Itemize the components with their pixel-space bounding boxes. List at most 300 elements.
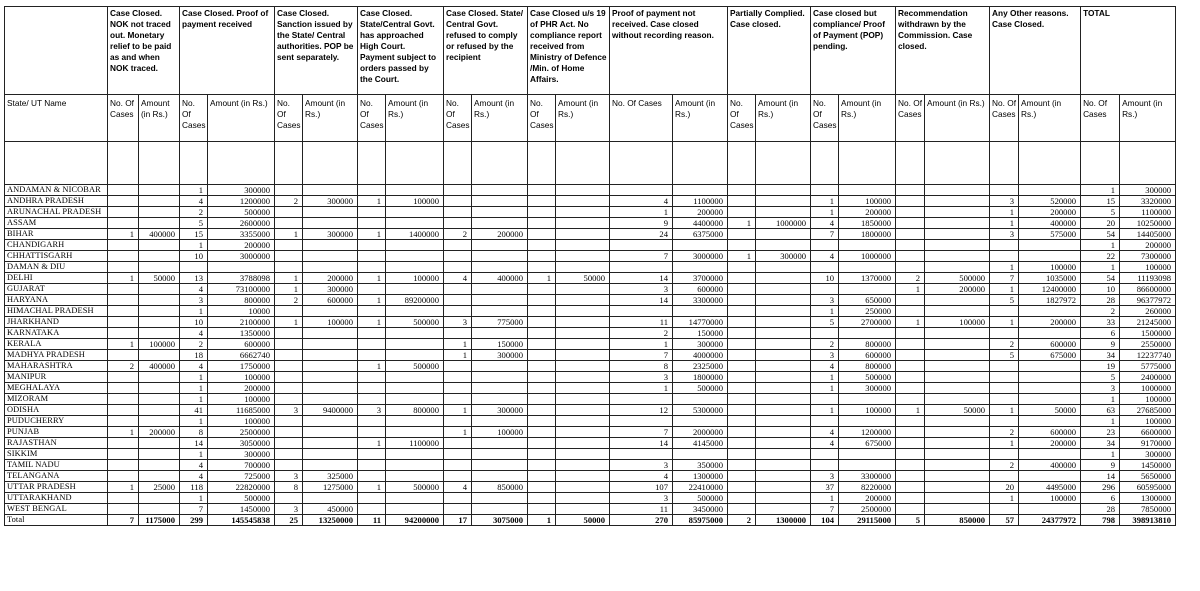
cases-cell — [528, 471, 556, 482]
cases-cell: 1 — [728, 251, 756, 262]
state-name-cell: ODISHA — [5, 405, 108, 416]
amount-cell — [925, 306, 990, 317]
amount-cell — [925, 372, 990, 383]
cases-cell — [358, 262, 386, 273]
amount-cell — [472, 394, 528, 405]
table-row — [5, 482, 1176, 493]
amount-cell: 300000 — [472, 405, 528, 416]
amount-cell — [472, 295, 528, 306]
cases-cell: 37 — [811, 482, 839, 493]
amount-cell: 3300000 — [839, 471, 896, 482]
cases-cell — [896, 240, 925, 251]
cases-cell — [358, 350, 386, 361]
amount-cell: 400000 — [1019, 460, 1081, 471]
amount-cell — [139, 207, 180, 218]
amount-cell: 500000 — [386, 482, 444, 493]
cases-cell: 1 — [108, 482, 139, 493]
cases-cell: 2 — [180, 207, 208, 218]
amount-cell: 600000 — [839, 350, 896, 361]
cases-cell — [275, 460, 303, 471]
total-row — [5, 515, 1176, 526]
cases-cell: 10 — [180, 251, 208, 262]
cases-cell — [275, 240, 303, 251]
cases-cell: 34 — [1081, 350, 1120, 361]
amount-cell: 400000 — [139, 361, 180, 372]
amount-cell: 4495000 — [1019, 482, 1081, 493]
table-row — [5, 449, 1176, 460]
cases-cell — [444, 416, 472, 427]
table-row — [5, 372, 1176, 383]
amount-cell — [925, 460, 990, 471]
amount-cell: 14770000 — [673, 317, 728, 328]
amount-cell: 1450000 — [1120, 460, 1176, 471]
cases-cell — [728, 493, 756, 504]
cases-cell: 4 — [610, 196, 673, 207]
cases-cell: 2 — [610, 328, 673, 339]
cases-cell — [728, 471, 756, 482]
cases-cell: 6 — [1081, 328, 1120, 339]
amount-cell — [673, 262, 728, 273]
cases-cell — [444, 185, 472, 196]
column-header-cases: No. Of Cases — [180, 95, 208, 142]
amount-cell — [925, 504, 990, 515]
amount-cell: 86600000 — [1120, 284, 1176, 295]
cases-cell: 4 — [811, 251, 839, 262]
amount-cell — [839, 328, 896, 339]
cases-cell: 22 — [1081, 251, 1120, 262]
cases-cell: 17 — [444, 515, 472, 526]
cases-cell: 1 — [358, 317, 386, 328]
amount-cell — [386, 284, 444, 295]
amount-cell — [1019, 185, 1081, 196]
amount-cell — [303, 306, 358, 317]
cases-cell: 4 — [180, 361, 208, 372]
amount-cell — [925, 196, 990, 207]
cases-cell: 1 — [180, 394, 208, 405]
cases-cell — [444, 394, 472, 405]
cases-cell — [444, 240, 472, 251]
blank-cell — [610, 142, 673, 185]
amount-cell: 100000 — [925, 317, 990, 328]
amount-cell — [386, 306, 444, 317]
cases-cell — [728, 185, 756, 196]
cases-cell — [811, 240, 839, 251]
cases-cell — [528, 229, 556, 240]
cases-cell — [275, 251, 303, 262]
cases-cell — [108, 416, 139, 427]
amount-cell: 2700000 — [839, 317, 896, 328]
column-header-cases: No. Of Cases — [108, 95, 139, 142]
cases-cell: 4 — [811, 438, 839, 449]
amount-cell — [756, 317, 811, 328]
cases-cell: 3 — [610, 372, 673, 383]
cases-cell: 1 — [180, 493, 208, 504]
cases-cell — [275, 262, 303, 273]
cases-cell — [108, 449, 139, 460]
amount-cell — [925, 229, 990, 240]
cases-cell: 1 — [108, 229, 139, 240]
cases-cell: 1 — [990, 405, 1019, 416]
cases-cell: 3 — [358, 405, 386, 416]
amount-cell: 500000 — [673, 493, 728, 504]
cases-cell: 1 — [1081, 394, 1120, 405]
amount-cell: 1850000 — [839, 218, 896, 229]
cases-cell — [108, 405, 139, 416]
amount-cell — [386, 262, 444, 273]
column-header-amount: Amount (in Rs.) — [925, 95, 990, 142]
amount-cell: 22410000 — [673, 482, 728, 493]
amount-cell — [386, 471, 444, 482]
cases-cell: 1 — [610, 207, 673, 218]
cases-cell: 1 — [610, 339, 673, 350]
cases-cell: 1 — [1081, 449, 1120, 460]
amount-cell — [556, 218, 610, 229]
group-header-pop-pending: Case closed but compliance/ Proof of Payment (POP) pending. — [811, 7, 896, 95]
cases-cell — [108, 185, 139, 196]
amount-cell: 60595000 — [1120, 482, 1176, 493]
table-row — [5, 339, 1176, 350]
cases-cell — [528, 262, 556, 273]
amount-cell — [673, 185, 728, 196]
amount-cell: 200000 — [208, 383, 275, 394]
amount-cell — [1019, 361, 1081, 372]
group-header-row — [5, 7, 1176, 95]
state-name-cell: ANDAMAN & NICOBAR — [5, 185, 108, 196]
cases-cell: 8 — [180, 427, 208, 438]
amount-cell — [139, 218, 180, 229]
amount-cell — [756, 427, 811, 438]
amount-cell — [303, 185, 358, 196]
state-name-cell: SIKKIM — [5, 449, 108, 460]
amount-cell — [386, 449, 444, 460]
amount-cell — [303, 262, 358, 273]
amount-cell — [303, 328, 358, 339]
cases-cell — [896, 449, 925, 460]
cases-cell: 1 — [180, 240, 208, 251]
group-header-withdrawn: Recommendation withdrawn by the Commission. Case closed. — [896, 7, 990, 95]
cases-cell — [528, 251, 556, 262]
table-row — [5, 251, 1176, 262]
amount-cell — [756, 372, 811, 383]
blank-cell — [756, 142, 811, 185]
cases-cell: 8 — [610, 361, 673, 372]
amount-cell: 200000 — [839, 207, 896, 218]
cases-cell — [610, 306, 673, 317]
state-column-spacer — [5, 7, 108, 95]
amount-cell: 21245000 — [1120, 317, 1176, 328]
table-row — [5, 460, 1176, 471]
amount-cell — [925, 482, 990, 493]
cases-cell: 14 — [610, 273, 673, 284]
amount-cell: 100000 — [208, 394, 275, 405]
amount-cell — [756, 185, 811, 196]
cases-cell: 1 — [1081, 240, 1120, 251]
state-name-cell: ANDHRA PRADESH — [5, 196, 108, 207]
amount-cell — [139, 471, 180, 482]
cases-cell — [728, 196, 756, 207]
amount-cell: 6662740 — [208, 350, 275, 361]
amount-cell: 800000 — [839, 361, 896, 372]
amount-cell — [139, 493, 180, 504]
amount-cell: 200000 — [1019, 207, 1081, 218]
table-row — [5, 273, 1176, 284]
amount-cell: 50000 — [925, 405, 990, 416]
cases-cell — [108, 306, 139, 317]
cases-cell — [896, 372, 925, 383]
cases-cell — [275, 361, 303, 372]
amount-cell: 1100000 — [1120, 207, 1176, 218]
cases-cell — [358, 328, 386, 339]
amount-cell — [556, 339, 610, 350]
amount-cell — [472, 196, 528, 207]
cases-cell: 104 — [811, 515, 839, 526]
cases-cell — [444, 262, 472, 273]
cases-cell: 2 — [811, 339, 839, 350]
amount-cell: 200000 — [139, 427, 180, 438]
group-header-other-reasons: Any Other reasons. Case Closed. — [990, 7, 1081, 95]
cases-cell — [108, 240, 139, 251]
cases-cell: 63 — [1081, 405, 1120, 416]
cases-cell — [275, 339, 303, 350]
amount-cell — [756, 262, 811, 273]
cases-cell: 1 — [275, 273, 303, 284]
amount-cell: 300000 — [472, 350, 528, 361]
amount-cell — [303, 394, 358, 405]
amount-cell: 73100000 — [208, 284, 275, 295]
amount-cell — [756, 416, 811, 427]
cases-cell — [896, 394, 925, 405]
amount-cell: 27685000 — [1120, 405, 1176, 416]
amount-cell — [303, 438, 358, 449]
cases-cell: 1 — [896, 317, 925, 328]
cases-cell: 2 — [1081, 306, 1120, 317]
amount-cell: 600000 — [1019, 427, 1081, 438]
blank-cell — [925, 142, 990, 185]
amount-cell — [673, 394, 728, 405]
amount-cell — [756, 207, 811, 218]
amount-cell: 4145000 — [673, 438, 728, 449]
cases-cell — [610, 262, 673, 273]
cases-cell — [610, 449, 673, 460]
amount-cell — [139, 251, 180, 262]
amount-cell: 7300000 — [1120, 251, 1176, 262]
cases-cell — [444, 218, 472, 229]
amount-cell: 3788098 — [208, 273, 275, 284]
amount-cell — [386, 493, 444, 504]
amount-cell — [756, 438, 811, 449]
cases-cell: 1 — [108, 427, 139, 438]
cases-cell: 7 — [610, 251, 673, 262]
cases-cell — [108, 218, 139, 229]
amount-cell: 11685000 — [208, 405, 275, 416]
amount-cell — [925, 416, 990, 427]
cases-cell: 5 — [1081, 207, 1120, 218]
cases-cell: 23 — [1081, 427, 1120, 438]
cases-cell: 1 — [275, 229, 303, 240]
cases-cell — [108, 262, 139, 273]
table-row — [5, 306, 1176, 317]
amount-cell: 100000 — [1120, 262, 1176, 273]
cases-cell: 798 — [1081, 515, 1120, 526]
amount-cell — [1019, 251, 1081, 262]
cases-cell — [728, 339, 756, 350]
amount-cell — [472, 218, 528, 229]
cases-cell — [108, 383, 139, 394]
amount-cell — [556, 449, 610, 460]
amount-cell: 3450000 — [673, 504, 728, 515]
cases-cell — [610, 416, 673, 427]
cases-cell — [811, 449, 839, 460]
cases-cell — [528, 284, 556, 295]
amount-cell — [472, 438, 528, 449]
amount-cell — [303, 416, 358, 427]
amount-cell: 150000 — [673, 328, 728, 339]
amount-cell: 3300000 — [673, 295, 728, 306]
amount-cell: 325000 — [303, 471, 358, 482]
amount-cell: 350000 — [673, 460, 728, 471]
amount-cell: 1175000 — [139, 515, 180, 526]
amount-cell — [925, 449, 990, 460]
cases-cell — [728, 504, 756, 515]
amount-cell: 2400000 — [1120, 372, 1176, 383]
amount-cell — [386, 460, 444, 471]
amount-cell: 200000 — [925, 284, 990, 295]
cases-cell — [358, 394, 386, 405]
amount-cell — [1019, 240, 1081, 251]
cases-cell: 1 — [728, 218, 756, 229]
cases-cell: 4 — [444, 482, 472, 493]
amount-cell: 775000 — [472, 317, 528, 328]
amount-cell — [556, 372, 610, 383]
cases-cell: 3 — [180, 295, 208, 306]
amount-cell — [756, 273, 811, 284]
cases-cell: 1 — [180, 306, 208, 317]
cases-cell: 118 — [180, 482, 208, 493]
column-header-amount: Amount (in Rs.) — [673, 95, 728, 142]
amount-cell: 600000 — [1019, 339, 1081, 350]
amount-cell: 1827972 — [1019, 295, 1081, 306]
amount-cell — [756, 240, 811, 251]
cases-cell — [811, 416, 839, 427]
amount-cell: 100000 — [472, 427, 528, 438]
cases-cell: 1 — [811, 383, 839, 394]
cases-cell — [990, 471, 1019, 482]
amount-cell — [925, 394, 990, 405]
amount-cell — [839, 240, 896, 251]
cases-cell — [528, 394, 556, 405]
column-header-amount: Amount (in Rs.) — [1019, 95, 1081, 142]
amount-cell — [925, 207, 990, 218]
amount-cell — [139, 317, 180, 328]
amount-cell — [556, 317, 610, 328]
cases-cell — [108, 493, 139, 504]
blank-cell — [990, 142, 1019, 185]
cases-cell — [896, 218, 925, 229]
amount-cell — [756, 284, 811, 295]
amount-cell — [556, 240, 610, 251]
amount-cell — [139, 460, 180, 471]
amount-cell — [839, 262, 896, 273]
amount-cell — [139, 240, 180, 251]
cases-cell: 4 — [180, 471, 208, 482]
blank-cell — [528, 142, 556, 185]
amount-cell — [139, 449, 180, 460]
amount-cell — [925, 438, 990, 449]
amount-cell — [756, 196, 811, 207]
amount-cell — [472, 504, 528, 515]
amount-cell: 1200000 — [839, 427, 896, 438]
cases-cell — [610, 394, 673, 405]
cases-cell — [275, 427, 303, 438]
cases-cell: 14 — [1081, 471, 1120, 482]
amount-cell — [386, 251, 444, 262]
cases-cell — [358, 416, 386, 427]
amount-cell: 145545838 — [208, 515, 275, 526]
cases-cell: 1 — [1081, 185, 1120, 196]
cases-cell — [896, 361, 925, 372]
cases-cell: 57 — [990, 515, 1019, 526]
cases-cell — [275, 372, 303, 383]
cases-cell: 1 — [811, 207, 839, 218]
cases-cell: 28 — [1081, 504, 1120, 515]
amount-cell: 5300000 — [673, 405, 728, 416]
amount-cell — [1019, 471, 1081, 482]
cases-cell — [358, 504, 386, 515]
blank-cell — [472, 142, 528, 185]
cases-cell — [275, 416, 303, 427]
cases-cell: 7 — [610, 350, 673, 361]
table-row — [5, 262, 1176, 273]
amount-cell: 1800000 — [673, 372, 728, 383]
cases-cell: 4 — [180, 196, 208, 207]
amount-cell — [303, 372, 358, 383]
cases-cell — [811, 394, 839, 405]
cases-cell: 1 — [444, 405, 472, 416]
cases-cell — [728, 416, 756, 427]
amount-cell: 1800000 — [839, 229, 896, 240]
cases-cell — [358, 383, 386, 394]
cases-cell: 41 — [180, 405, 208, 416]
amount-cell — [756, 482, 811, 493]
cases-cell — [528, 207, 556, 218]
amount-cell — [756, 306, 811, 317]
cases-cell — [108, 196, 139, 207]
cases-cell — [528, 295, 556, 306]
cases-cell — [728, 284, 756, 295]
amount-cell — [472, 372, 528, 383]
amount-cell — [139, 394, 180, 405]
amount-cell — [839, 449, 896, 460]
column-header-amount: Amount (in Rs.) — [556, 95, 610, 142]
cases-cell: 1 — [180, 185, 208, 196]
table-row — [5, 328, 1176, 339]
amount-cell: 200000 — [303, 273, 358, 284]
amount-cell — [139, 350, 180, 361]
amount-cell — [386, 416, 444, 427]
cases-cell — [275, 394, 303, 405]
cases-cell — [528, 372, 556, 383]
cases-cell — [811, 460, 839, 471]
amount-cell — [556, 196, 610, 207]
cases-cell — [358, 339, 386, 350]
amount-cell — [925, 350, 990, 361]
table-row — [5, 416, 1176, 427]
column-header-row — [5, 95, 1176, 142]
amount-cell — [1019, 394, 1081, 405]
cases-cell: 1 — [811, 306, 839, 317]
amount-cell — [303, 218, 358, 229]
amount-cell: 1500000 — [1120, 328, 1176, 339]
